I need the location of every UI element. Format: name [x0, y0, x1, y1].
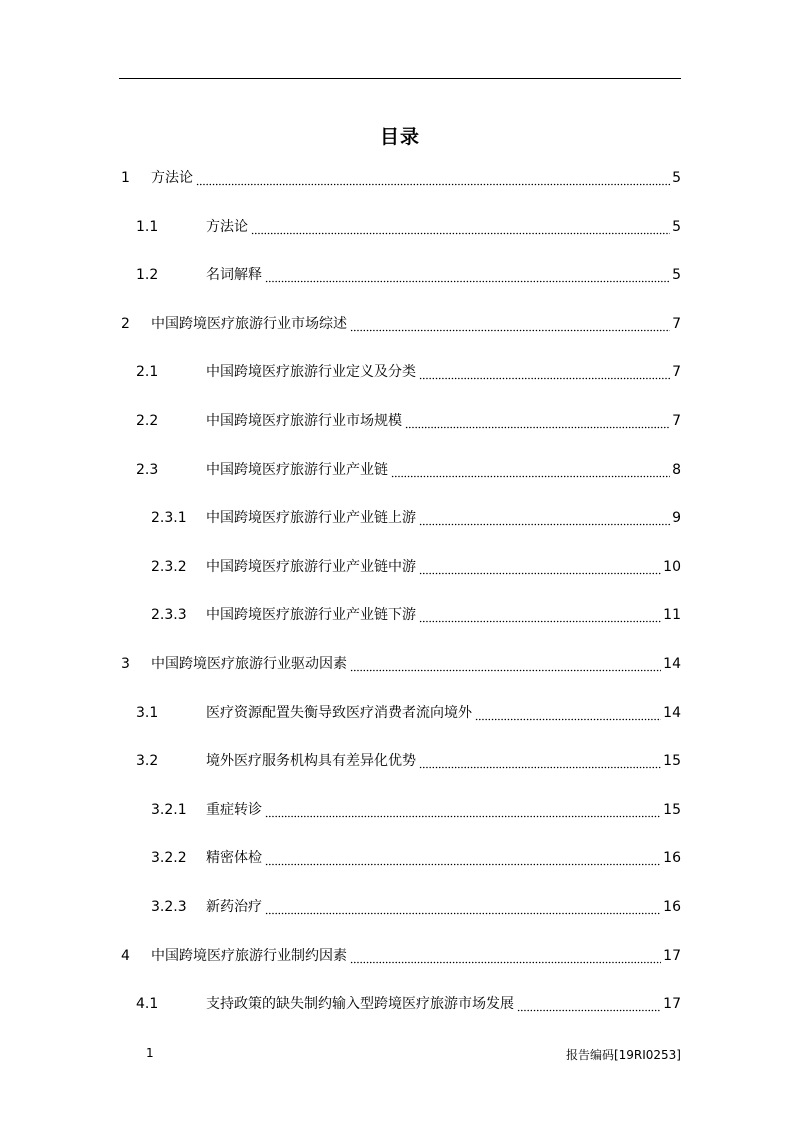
toc-dot-leader [517, 993, 661, 1015]
toc-entry-page: 17 [663, 947, 681, 964]
page-title: 目录 [379, 126, 420, 148]
toc-entry-title: 医疗资源配置失衡导致医疗消费者流向境外 [206, 702, 473, 724]
toc-entry-page: 16 [663, 899, 681, 915]
toc-entry-number: 3 [121, 656, 130, 672]
toc-entry-number: 2 [121, 315, 130, 332]
toc-dot-leader [265, 847, 661, 869]
toc-entry-title: 中国跨境医疗旅游行业产业链中游 [206, 556, 417, 578]
toc-dot-leader [350, 313, 670, 335]
toc-dot-leader [350, 653, 661, 675]
toc-dot-leader [475, 702, 661, 724]
toc-entry[interactable] [0, 264, 800, 286]
toc-entry[interactable] [0, 604, 800, 626]
toc-entry-title: 名词解释 [206, 264, 263, 286]
toc-dot-leader [419, 750, 661, 772]
toc-entry-number: 2.3.2 [151, 558, 187, 575]
toc-entry-page: 5 [672, 267, 681, 284]
toc-entry-number: 3.2.3 [151, 899, 187, 915]
toc-entry[interactable] [0, 313, 800, 335]
toc-entry-page: 15 [663, 753, 681, 770]
toc-entry-title: 重症转诊 [206, 799, 263, 821]
toc-entry[interactable] [0, 847, 800, 869]
toc-entry-number: 1.1 [136, 218, 159, 235]
toc-entry-number: 3.1 [136, 704, 159, 721]
toc-dot-leader [391, 459, 670, 481]
toc-entry-title: 境外医疗服务机构具有差异化优势 [206, 750, 417, 772]
toc-dot-leader [419, 361, 670, 383]
toc-entry-page: 5 [672, 170, 681, 186]
toc-entry-page: 17 [663, 996, 681, 1013]
toc-entry-page: 8 [672, 461, 681, 478]
toc-entry-number: 4.1 [136, 996, 159, 1013]
footer-page-number: 1 [146, 1046, 154, 1060]
toc-entry-number: 2.1 [136, 364, 159, 381]
toc-entry-page: 7 [672, 364, 681, 381]
footer-report-code: 报告编码[19RI0253] [565, 1048, 681, 1062]
toc-dot-leader [251, 216, 670, 238]
toc-entry-title: 精密体检 [206, 847, 263, 869]
toc-entry[interactable] [0, 993, 800, 1015]
toc-entry[interactable] [0, 361, 800, 383]
toc-entry-number: 2.3.3 [151, 607, 187, 624]
toc-dot-leader [419, 556, 661, 578]
toc-entry-title: 中国跨境医疗旅游行业驱动因素 [151, 653, 348, 675]
toc-entry-title: 中国跨境医疗旅游行业市场综述 [151, 313, 348, 335]
toc-entry[interactable] [0, 216, 800, 238]
toc-dot-leader [419, 507, 670, 529]
toc-dot-leader [265, 264, 670, 286]
toc-entry-page: 11 [663, 607, 681, 624]
toc-entry[interactable] [0, 410, 800, 432]
toc-dot-leader [405, 410, 670, 432]
toc-entry[interactable] [0, 167, 800, 189]
toc-entry[interactable] [0, 507, 800, 529]
toc-entry-page: 5 [672, 218, 681, 235]
toc-entry-title: 中国跨境医疗旅游行业定义及分类 [206, 361, 417, 383]
toc-entry[interactable] [0, 702, 800, 724]
toc-entry-title: 支持政策的缺失制约输入型跨境医疗旅游市场发展 [206, 993, 515, 1015]
toc-dot-leader [350, 945, 661, 967]
toc-entry[interactable] [0, 750, 800, 772]
toc-entry-number: 1.2 [136, 267, 159, 284]
toc-entry[interactable] [0, 896, 800, 918]
toc-entry-page: 14 [663, 704, 681, 721]
toc-entry[interactable] [0, 799, 800, 821]
toc-entry-title: 方法论 [206, 216, 249, 238]
toc-entry[interactable] [0, 556, 800, 578]
toc-entry-page: 7 [672, 315, 681, 332]
toc-dot-leader [265, 896, 661, 918]
toc-dot-leader [265, 799, 661, 821]
toc-entry[interactable] [0, 653, 800, 675]
toc-entry-number: 1 [121, 170, 130, 186]
toc-entry-number: 4 [121, 947, 130, 964]
toc-entry-page: 14 [663, 656, 681, 672]
toc-entry-page: 7 [672, 413, 681, 429]
toc-entry-number: 3.2.1 [151, 801, 187, 818]
toc-entry-number: 3.2 [136, 753, 159, 770]
toc-dot-leader [419, 604, 661, 626]
toc-entry-number: 2.3 [136, 461, 159, 478]
toc-entry-number: 2.2 [136, 413, 159, 429]
toc-entry-title: 新药治疗 [206, 896, 263, 918]
toc-entry-title: 中国跨境医疗旅游行业产业链下游 [206, 604, 417, 626]
toc-entry[interactable] [0, 459, 800, 481]
toc-entry-page: 15 [663, 801, 681, 818]
toc-entry-page: 10 [663, 558, 681, 575]
toc-entry-title: 中国跨境医疗旅游行业产业链 [206, 459, 389, 481]
toc-entry-title: 中国跨境医疗旅游行业市场规模 [206, 410, 403, 432]
toc-entry-title: 中国跨境医疗旅游行业制约因素 [151, 945, 348, 967]
toc-entry-number: 2.3.1 [151, 510, 187, 527]
toc-entry-title: 方法论 [151, 167, 194, 189]
toc-entry[interactable] [0, 945, 800, 967]
toc-entry-number: 3.2.2 [151, 850, 187, 867]
toc-entry-page: 16 [663, 850, 681, 867]
toc-dot-leader [196, 167, 670, 189]
toc-entry-title: 中国跨境医疗旅游行业产业链上游 [206, 507, 417, 529]
toc-entry-page: 9 [672, 510, 681, 527]
